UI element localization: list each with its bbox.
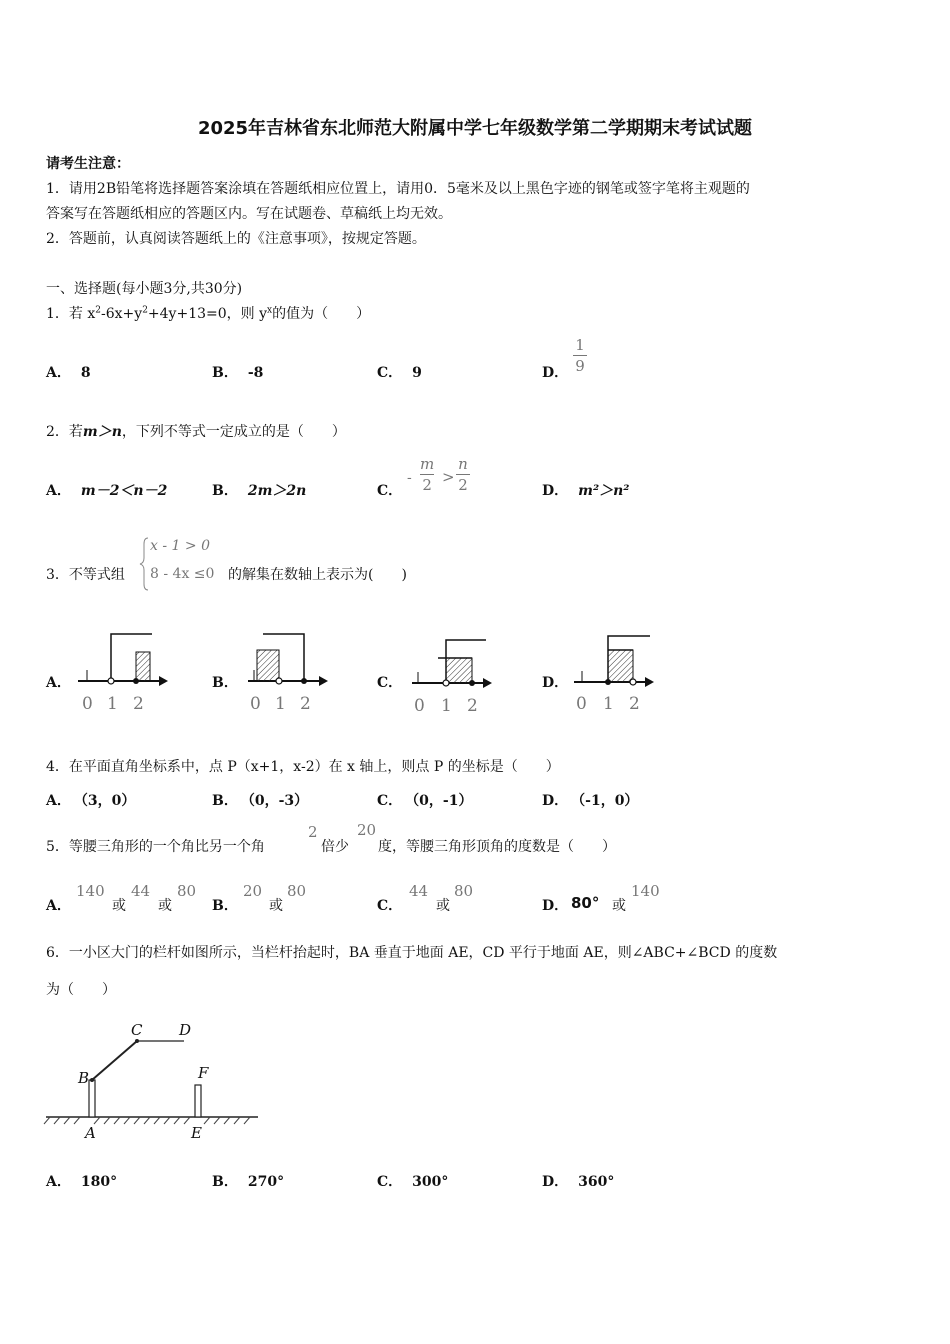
q6-label-e: E [191, 1124, 202, 1142]
q3-stem-post: 的解集在数轴上表示为( ) [228, 567, 407, 583]
q1-mid2: +4y+13=0，则 y [147, 306, 268, 322]
q5-c-1: 44 [409, 882, 429, 900]
question-2-stem [46, 421, 346, 441]
question-4-stem: 4．在平面直角坐标系中，点 P（x+1，x-2）在 x 轴上，则点 P 的坐标是（ ） [46, 759, 560, 775]
q3-ineq-2: 8 - 4x ≤0 [150, 566, 215, 582]
q6-option-b[interactable] [212, 1171, 294, 1191]
q5-d-label: D． [542, 898, 569, 914]
q6-a-value: 180° [80, 1174, 118, 1190]
q3-b-tick-1: 1 [275, 694, 286, 714]
q2-a-value: m－2＜n－2 [80, 483, 168, 499]
notice-heading: 请考生注意： [46, 156, 130, 172]
q2-c-frac-right [456, 455, 470, 494]
q6-label-a: A [85, 1124, 96, 1142]
q2-stem-math: m＞n [82, 424, 122, 440]
q5-num-2: 2 [308, 823, 318, 841]
q2-c-2a: 2 [422, 476, 432, 494]
q1-sup-2a: 2 [95, 305, 101, 316]
q5-d-1: 80° [571, 894, 600, 912]
q5-a-1: 140 [76, 882, 105, 900]
q2-d-value: m²＞n² [578, 483, 630, 499]
q3-c-label: C． [377, 675, 403, 691]
q2-option-a[interactable] [46, 480, 167, 500]
q1-b-label: B． [212, 365, 238, 381]
q6-option-a[interactable] [46, 1171, 127, 1191]
q6-b-value: 270° [247, 1174, 285, 1190]
q3-num: 3．不等式组 [46, 567, 125, 583]
q5-d-2: 140 [631, 882, 660, 900]
q2-c-minus: - [407, 470, 412, 486]
q6-label-c: C [131, 1021, 143, 1039]
q3-d-tick-1: 1 [603, 694, 614, 714]
q3-d-label: D． [542, 675, 569, 691]
q5-stem-c: 度，等腰三角形顶角的度数是（ ） [378, 839, 616, 855]
q1-d-label: D． [542, 365, 569, 381]
q5-c-or: 或 [436, 898, 450, 914]
q5-a-3: 80 [177, 882, 197, 900]
q3-c-tick-2: 2 [467, 696, 478, 716]
q5-a-2: 44 [131, 882, 151, 900]
q4-b-value: （0，-3） [247, 793, 309, 809]
q1-sup-x: x [267, 305, 273, 316]
q1-option-c[interactable] [377, 362, 432, 382]
q3-c-tick-0: 0 [414, 696, 425, 716]
q5-option-c[interactable] [377, 895, 412, 915]
q3-d-tick-2: 2 [629, 694, 640, 714]
q6-c-label: C． [377, 1174, 403, 1190]
q2-c-m: m [420, 455, 435, 473]
q4-d-value: （-1，0） [578, 793, 639, 809]
question-6-line-2: 为（ ） [46, 982, 116, 998]
q4-option-a[interactable] [46, 790, 145, 810]
q5-stem-a: 5．等腰三角形的一个角比另一个角 [46, 839, 265, 855]
q3-brace [140, 536, 150, 592]
q4-c-value: （0，-1） [412, 793, 473, 809]
q5-b-1: 20 [243, 882, 263, 900]
q6-c-value: 300° [412, 1174, 449, 1190]
q1-c-value: 9 [412, 365, 422, 381]
notice-line-2: 答案写在答题纸相应的答题区内。写在试题卷、草稿纸上均无效。 [46, 206, 452, 222]
q1-b-value: -8 [247, 365, 264, 381]
q6-label-f: F [198, 1064, 209, 1082]
q6-d-value: 360° [578, 1174, 615, 1190]
q5-a-or-1: 或 [112, 898, 126, 914]
q6-label-d: D [179, 1021, 192, 1039]
q6-d-label: D． [542, 1174, 569, 1190]
q1-prefix: 1．若 x [46, 306, 96, 322]
section-heading: 一、选择题(每小题3分,共30分) [46, 281, 243, 297]
q3-b-tick-2: 2 [300, 694, 311, 714]
q3-ineq-1: x - 1 > 0 [150, 538, 210, 554]
q4-a-value: （3，0） [80, 793, 136, 809]
question-1-stem [46, 303, 370, 323]
q1-a-label: A． [46, 365, 71, 381]
q4-a-label: A． [46, 793, 71, 809]
q5-c-label: C． [377, 898, 403, 914]
q4-b-label: B． [212, 793, 238, 809]
q1-option-a[interactable] [46, 362, 101, 382]
q2-b-label: B． [212, 483, 238, 499]
q5-a-label: A． [46, 898, 71, 914]
q2-c-2b: 2 [458, 476, 468, 494]
q4-d-label: D． [542, 793, 569, 809]
notice-line-1: 1．请用2B铅笔将选择题答案涂填在答题纸相应位置上，请用0．5毫米及以上黑色字迹的钢笔或签字笔将主观题的 [46, 181, 750, 197]
q3-b-label: B． [212, 675, 238, 691]
q3-option-c[interactable] [377, 672, 412, 692]
q3-option-b[interactable] [212, 672, 248, 692]
q1-mid1: -6x+y [101, 306, 143, 322]
q1-end: 的值为（ ） [272, 306, 371, 322]
q6-a-label: A． [46, 1174, 71, 1190]
q3-numberline-a [76, 630, 176, 690]
q2-option-d[interactable] [542, 480, 629, 500]
q3-c-tick-1: 1 [441, 696, 452, 716]
q2-c-gt: > [442, 468, 455, 486]
q2-stem-post: ，下列不等式一定成立的是（ ） [121, 424, 346, 440]
q6-gate-diagram [44, 1020, 264, 1145]
q5-d-or: 或 [612, 898, 626, 914]
q4-option-d[interactable] [542, 790, 648, 810]
q1-sup-2b: 2 [142, 305, 148, 316]
q6-b-label: B． [212, 1174, 238, 1190]
q4-option-c[interactable] [377, 790, 482, 810]
q2-a-label: A． [46, 483, 71, 499]
q2-stem-pre: 2．若 [46, 424, 83, 440]
q5-b-label: B． [212, 898, 238, 914]
q6-option-c[interactable] [377, 1171, 458, 1191]
q2-c-n: n [458, 455, 468, 473]
q1-d-denominator: 9 [575, 357, 585, 375]
q5-b-2: 80 [287, 882, 307, 900]
q3-numberline-b [246, 630, 346, 690]
q1-option-b[interactable] [212, 362, 273, 382]
q5-c-2: 80 [454, 882, 474, 900]
q3-b-tick-0: 0 [250, 694, 261, 714]
q2-c-label: C． [377, 483, 403, 499]
notice-line-3: 2．答题前，认真阅读答题纸上的《注意事项》，按规定答题。 [46, 231, 426, 247]
q3-a-label: A． [46, 675, 71, 691]
q2-option-b[interactable] [212, 480, 306, 500]
q3-numberline-d [572, 630, 672, 690]
q1-d-numerator: 1 [575, 336, 585, 354]
q3-a-tick-2: 2 [133, 694, 144, 714]
q1-c-label: C． [377, 365, 403, 381]
q6-label-b: B [78, 1069, 90, 1087]
q1-a-value: 8 [80, 365, 91, 381]
q2-d-label: D． [542, 483, 569, 499]
page-title: 2025年吉林省东北师范大附属中学七年级数学第二学期期末考试试题 [197, 118, 753, 139]
q3-a-tick-1: 1 [107, 694, 118, 714]
q3-d-tick-0: 0 [576, 694, 587, 714]
q5-b-or: 或 [269, 898, 283, 914]
q2-b-value: 2m＞2n [247, 483, 307, 499]
q3-a-tick-0: 0 [82, 694, 93, 714]
q5-stem-b: 倍少 [321, 839, 349, 855]
q5-a-or-2: 或 [158, 898, 172, 914]
q3-numberline-c [410, 630, 510, 690]
q4-c-label: C． [377, 793, 403, 809]
q5-num-20: 20 [357, 821, 377, 839]
q1-d-fraction [573, 336, 587, 375]
q6-option-d[interactable] [542, 1171, 624, 1191]
q2-c-frac-left [420, 455, 434, 494]
q4-option-b[interactable] [212, 790, 318, 810]
question-6-line-1: 6．一小区大门的栏杆如图所示，当栏杆抬起时，BA 垂直于地面 AE，CD 平行于地面 AE，则∠ABC+∠BCD 的度数 [46, 945, 778, 961]
